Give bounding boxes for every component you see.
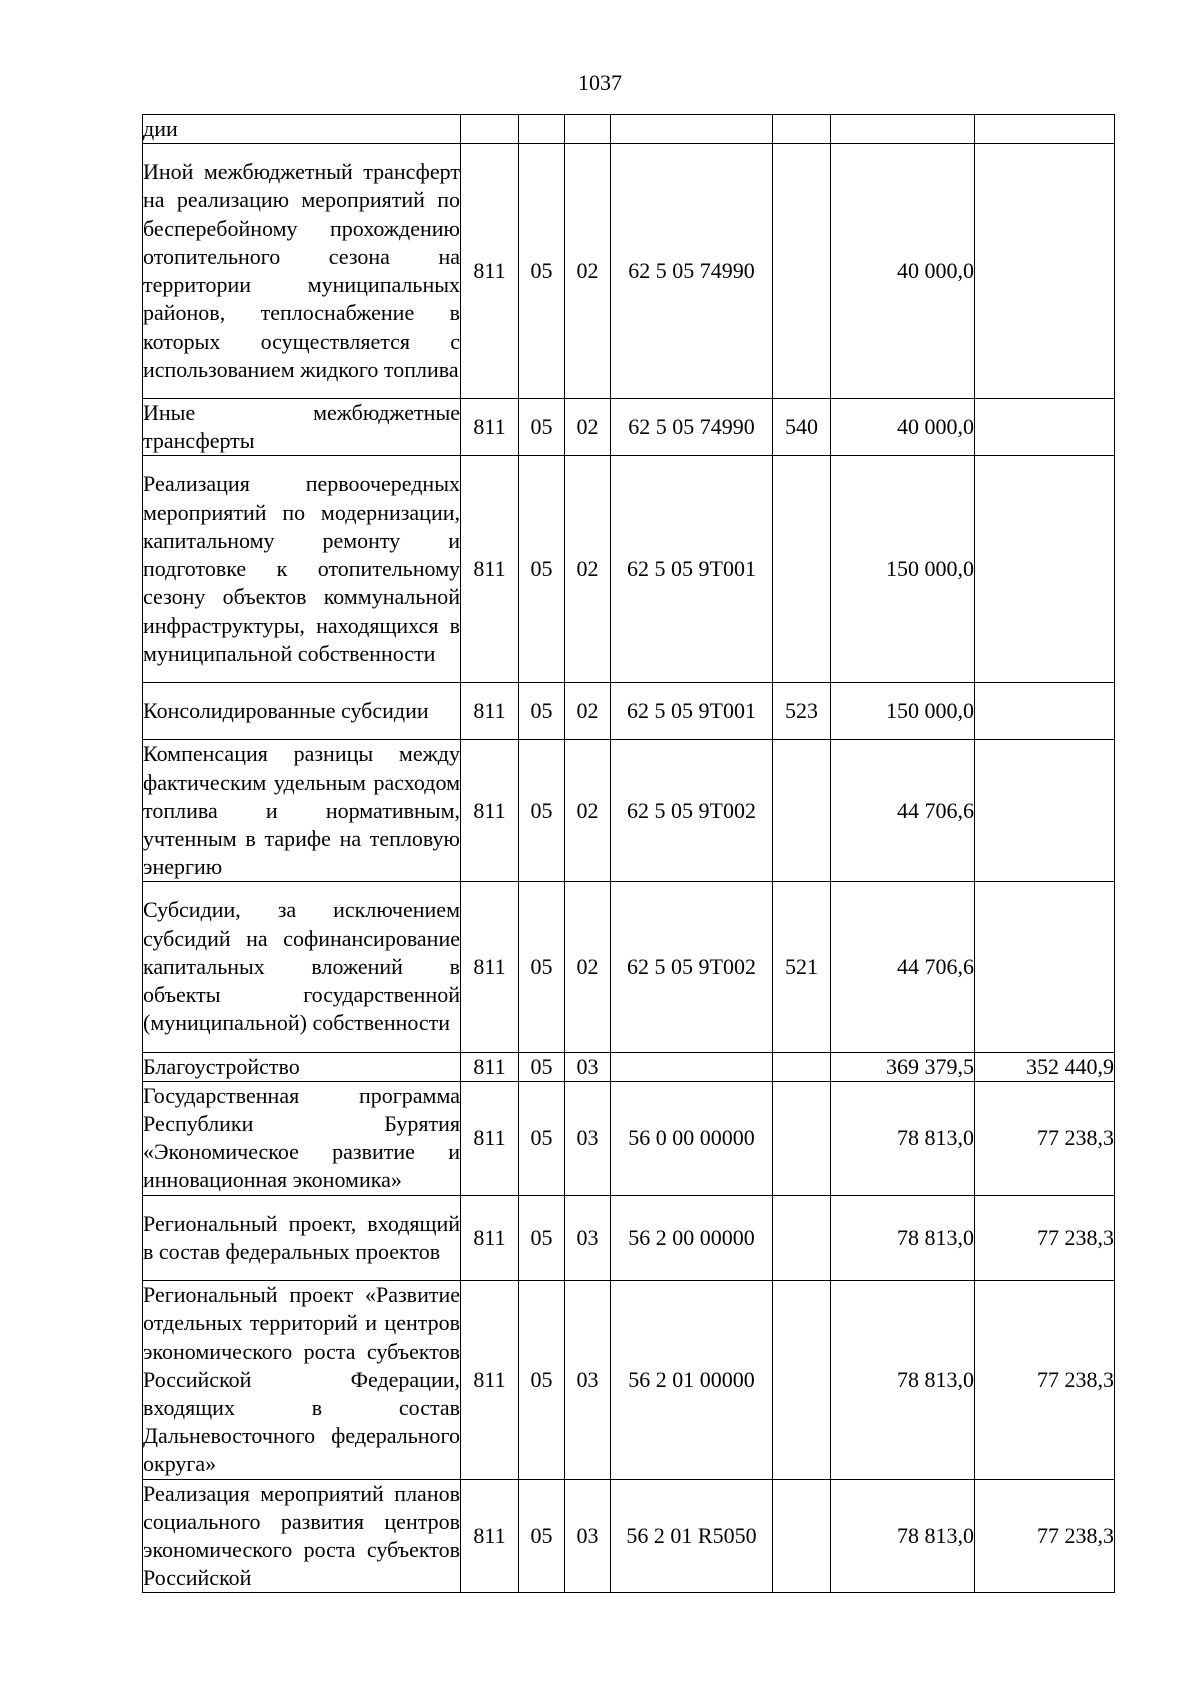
row-target-article: 56 2 00 00000: [611, 1195, 773, 1281]
table-row: [143, 399, 1115, 456]
row-section-code: 05: [519, 399, 565, 456]
row-sum-1: 78 813,0: [831, 1281, 975, 1479]
row-expense-type: [773, 1081, 831, 1195]
row-sum-1: 369 379,5: [831, 1052, 975, 1081]
table-row: [143, 144, 1115, 399]
row-expense-type: 521: [773, 882, 831, 1052]
row-sum-1: 44 706,6: [831, 740, 975, 882]
row-name: Региональный проект, входящий в состав федеральных проектов: [143, 1195, 461, 1281]
row-target-article: 62 5 05 9Т002: [611, 740, 773, 882]
row-sum-2: 77 238,3: [975, 1479, 1115, 1593]
table-row: [143, 1479, 1115, 1593]
table-row: [143, 1195, 1115, 1281]
row-sum-2: [975, 115, 1115, 144]
row-target-article: 56 0 00 00000: [611, 1081, 773, 1195]
row-target-article: 62 5 05 74990: [611, 144, 773, 399]
row-target-article: 56 2 01 R5050: [611, 1479, 773, 1593]
row-target-article: 62 5 05 9Т001: [611, 683, 773, 740]
row-admin-code: [461, 115, 519, 144]
row-admin-code: 811: [461, 882, 519, 1052]
row-name: Субсидии, за исключением субсидий на софинансирование капитальных вложений в объекты государственной (муниципальной) собственности: [143, 882, 461, 1052]
row-admin-code: 811: [461, 740, 519, 882]
row-name: Реализация первоочередных мероприятий по модернизации, капитальному ремонту и подготовке к отопительному сезону объектов коммунальной инфраструктуры, находящихся в муниципальной собственности: [143, 456, 461, 683]
row-name: дии: [143, 115, 461, 144]
row-sum-1: [831, 115, 975, 144]
row-sum-2: [975, 144, 1115, 399]
row-sum-1: 150 000,0: [831, 683, 975, 740]
row-name: Иной межбюджетный трансферт на реализацию мероприятий по бесперебойному прохождению отопительного сезона на территории муниципальных районов, теплоснабжение в которых осуществляется с использованием жидкого топлива: [143, 144, 461, 399]
row-subsection-code: 02: [565, 740, 611, 882]
row-sum-2: [975, 399, 1115, 456]
row-sum-2: [975, 882, 1115, 1052]
row-name: Компенсация разницы между фактическим удельным расходом топлива и нормативным, учтенным в тарифе на тепловую энергию: [143, 740, 461, 882]
row-section-code: 05: [519, 882, 565, 1052]
table-row: [143, 456, 1115, 683]
row-admin-code: 811: [461, 1479, 519, 1593]
row-section-code: 05: [519, 1281, 565, 1479]
row-sum-1: 44 706,6: [831, 882, 975, 1052]
row-sum-2: [975, 683, 1115, 740]
table-row: [143, 1052, 1115, 1081]
row-target-article: 62 5 05 9Т001: [611, 456, 773, 683]
row-admin-code: 811: [461, 1281, 519, 1479]
row-expense-type: 523: [773, 683, 831, 740]
row-sum-1: 40 000,0: [831, 144, 975, 399]
row-sum-1: 78 813,0: [831, 1479, 975, 1593]
row-name: Консолидированные субсидии: [143, 683, 461, 740]
row-admin-code: 811: [461, 1081, 519, 1195]
row-section-code: 05: [519, 1081, 565, 1195]
row-section-code: 05: [519, 740, 565, 882]
row-expense-type: [773, 1281, 831, 1479]
row-section-code: [519, 115, 565, 144]
row-sum-2: 77 238,3: [975, 1195, 1115, 1281]
row-sum-1: 150 000,0: [831, 456, 975, 683]
row-expense-type: [773, 456, 831, 683]
table-row: [143, 115, 1115, 144]
row-admin-code: 811: [461, 1052, 519, 1081]
row-name: Региональный проект «Развитие отдельных территорий и центров экономического роста субъектов Российской Федерации, входящих в состав Дальневосточного федерального округа»: [143, 1281, 461, 1479]
row-expense-type: [773, 1052, 831, 1081]
row-expense-type: [773, 115, 831, 144]
row-target-article: [611, 1052, 773, 1081]
row-section-code: 05: [519, 456, 565, 683]
row-name: Реализация мероприятий планов социального развития центров экономического роста субъектов Российской: [143, 1479, 461, 1593]
row-subsection-code: 03: [565, 1479, 611, 1593]
row-sum-1: 40 000,0: [831, 399, 975, 456]
row-sum-2: [975, 740, 1115, 882]
row-admin-code: 811: [461, 456, 519, 683]
row-expense-type: 540: [773, 399, 831, 456]
row-section-code: 05: [519, 1195, 565, 1281]
row-subsection-code: 03: [565, 1052, 611, 1081]
row-name: Благоустройство: [143, 1052, 461, 1081]
row-target-article: 62 5 05 74990: [611, 399, 773, 456]
row-sum-2: 77 238,3: [975, 1081, 1115, 1195]
row-expense-type: [773, 144, 831, 399]
row-target-article: 56 2 01 00000: [611, 1281, 773, 1479]
row-section-code: 05: [519, 1052, 565, 1081]
row-subsection-code: 03: [565, 1195, 611, 1281]
page-number: 1037: [578, 70, 622, 95]
row-sum-1: 78 813,0: [831, 1081, 975, 1195]
row-expense-type: [773, 1479, 831, 1593]
row-admin-code: 811: [461, 1195, 519, 1281]
row-subsection-code: 03: [565, 1281, 611, 1479]
table-row: [143, 1281, 1115, 1479]
row-target-article: [611, 115, 773, 144]
row-subsection-code: 02: [565, 399, 611, 456]
row-subsection-code: 02: [565, 456, 611, 683]
row-name: Иные межбюджетные трансферты: [143, 399, 461, 456]
row-subsection-code: 03: [565, 1081, 611, 1195]
table-row: [143, 1081, 1115, 1195]
row-admin-code: 811: [461, 683, 519, 740]
row-subsection-code: 02: [565, 683, 611, 740]
row-sum-2: [975, 456, 1115, 683]
row-section-code: 05: [519, 683, 565, 740]
budget-table: [142, 114, 1115, 1593]
row-expense-type: [773, 1195, 831, 1281]
table-row: [143, 740, 1115, 882]
row-expense-type: [773, 740, 831, 882]
row-section-code: 05: [519, 144, 565, 399]
row-sum-2: 352 440,9: [975, 1052, 1115, 1081]
row-subsection-code: [565, 115, 611, 144]
row-subsection-code: 02: [565, 882, 611, 1052]
row-target-article: 62 5 05 9Т002: [611, 882, 773, 1052]
row-name: Государственная программа Республики Бурятия «Экономическое развитие и инновационная экономика»: [143, 1081, 461, 1195]
row-sum-2: 77 238,3: [975, 1281, 1115, 1479]
table-row: [143, 683, 1115, 740]
row-subsection-code: 02: [565, 144, 611, 399]
table-row: [143, 882, 1115, 1052]
row-sum-1: 78 813,0: [831, 1195, 975, 1281]
table-body: [143, 115, 1115, 1593]
row-admin-code: 811: [461, 399, 519, 456]
row-section-code: 05: [519, 1479, 565, 1593]
row-admin-code: 811: [461, 144, 519, 399]
